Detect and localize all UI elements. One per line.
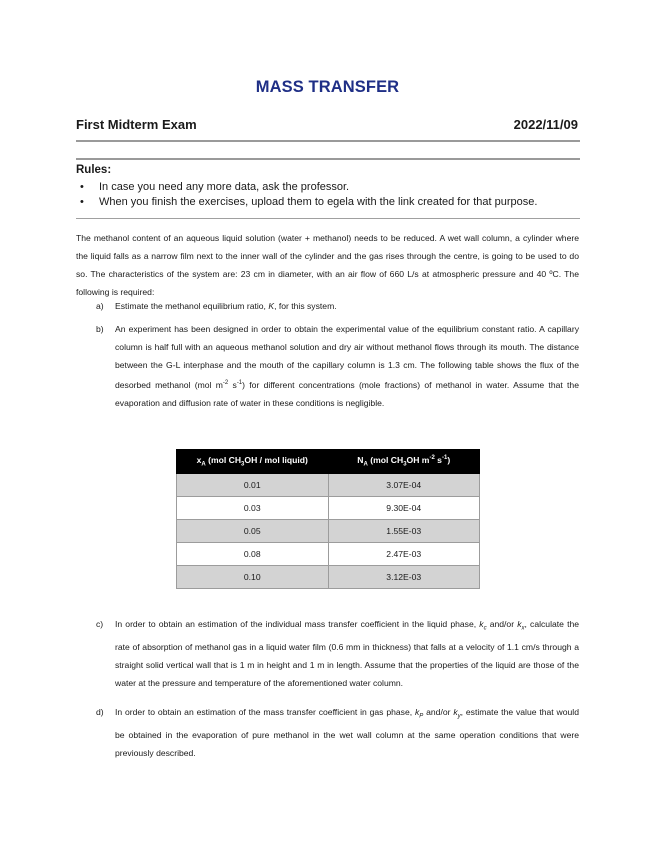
flux-cell: 3.07E-04 <box>328 474 480 497</box>
flux-cell: 2.47E-03 <box>328 543 480 566</box>
header-divider-bottom <box>76 158 580 160</box>
question-label: d) <box>96 707 104 717</box>
question-text: Estimate the methanol equilibrium ratio, K, for this system. <box>115 301 337 311</box>
question-text: In order to obtain an estimation of the individual mass transfer coefficient in the liquid phase, $k_c$ and/or $k_x$, calculate the rate of absorption of methanol gas in a liquid water film (0.6 mm in thickness) that falls at a velocity of 1.1 cm/s through a straight solid vertical wall that is 1 m in height and 1 m in length. Assume that the properties of the liquid are those of the water at the pressure and temperature of the aforementioned water column. <box>115 619 580 688</box>
concentration-cell: 0.08 <box>177 543 329 566</box>
concentration-cell: 0.03 <box>177 497 329 520</box>
methanol-flux-table <box>176 449 480 589</box>
concentration-cell: 0.10 <box>177 566 329 589</box>
rule-text: When you finish the exercises, upload them to egela with the link created for that purpose. <box>99 196 538 208</box>
concentration-cell: 0.05 <box>177 520 329 543</box>
table-row <box>177 543 480 566</box>
flux-cell: 1.55E-03 <box>328 520 480 543</box>
bullet-icon: • <box>80 181 84 193</box>
column-header-concentration: $x_A$ (mol $CH_3OH$ / mol liquid) <box>177 450 329 474</box>
flux-cell: 3.12E-03 <box>328 566 480 589</box>
rules-divider <box>76 218 580 219</box>
table-row <box>177 566 480 589</box>
question-text: In order to obtain an estimation of the mass transfer coefficient in gas phase, $k_P$ and/or $k_y$, estimate the value that would be obtained in the evaporation of pure methanol in the wet wall column at the same operation conditions that were previously described. <box>115 707 579 758</box>
header-divider-top <box>76 140 580 142</box>
flux-cell: 9.30E-04 <box>328 497 480 520</box>
concentration-cell: 0.01 <box>177 474 329 497</box>
page-title: MASS TRANSFER <box>255 78 400 96</box>
rules-label: Rules: <box>76 164 112 176</box>
table-row <box>177 497 480 520</box>
question-label: b) <box>96 324 104 334</box>
question-label: c) <box>96 619 104 629</box>
column-header-flux: $N_A$ (mol $CH_3OH$ $m^{-2}$ $s^{-1}$) <box>328 450 480 474</box>
rule-text: In case you need any more data, ask the professor. <box>99 181 350 193</box>
problem-statement: The methanol content of an aqueous liquid solution (water + methanol) needs to be reduced. A wet wall column, a cylinder where the liquid falls as a narrow film next to the inner wall of the cylinder and the gas rises through the centre, is going to be used to do so. The characteristics of the system are: 23 cm in diameter, with an air flow of 660 L/s at atmospheric pressure and 40 ºC. The following is required: <box>76 233 579 297</box>
table-row <box>177 520 480 543</box>
table-header-row <box>177 450 480 474</box>
question-text: An experiment has been designed in order to obtain the experimental value of the equilibrium constant ratio. A capillary column is half full with an aqueous methanol solution and dry air without methanol flows through its mouth. The distance between the G-L interphase and the mouth of the capillary column is 1.3 cm. The following table shows the flux of the desorbed methanol (mol $m^{-2}$ $s^{-1}$) for different concentrations (mole fractions) of methanol in water. Assume that the evaporation and diffusion rate of water in these conditions is negligible. <box>115 324 579 408</box>
exam-name: First Midterm Exam <box>76 117 197 132</box>
table-row <box>177 474 480 497</box>
exam-header <box>76 117 578 132</box>
exam-date: 2022/11/09 <box>513 117 578 132</box>
bullet-icon: • <box>80 196 84 208</box>
question-label: a) <box>96 301 104 311</box>
